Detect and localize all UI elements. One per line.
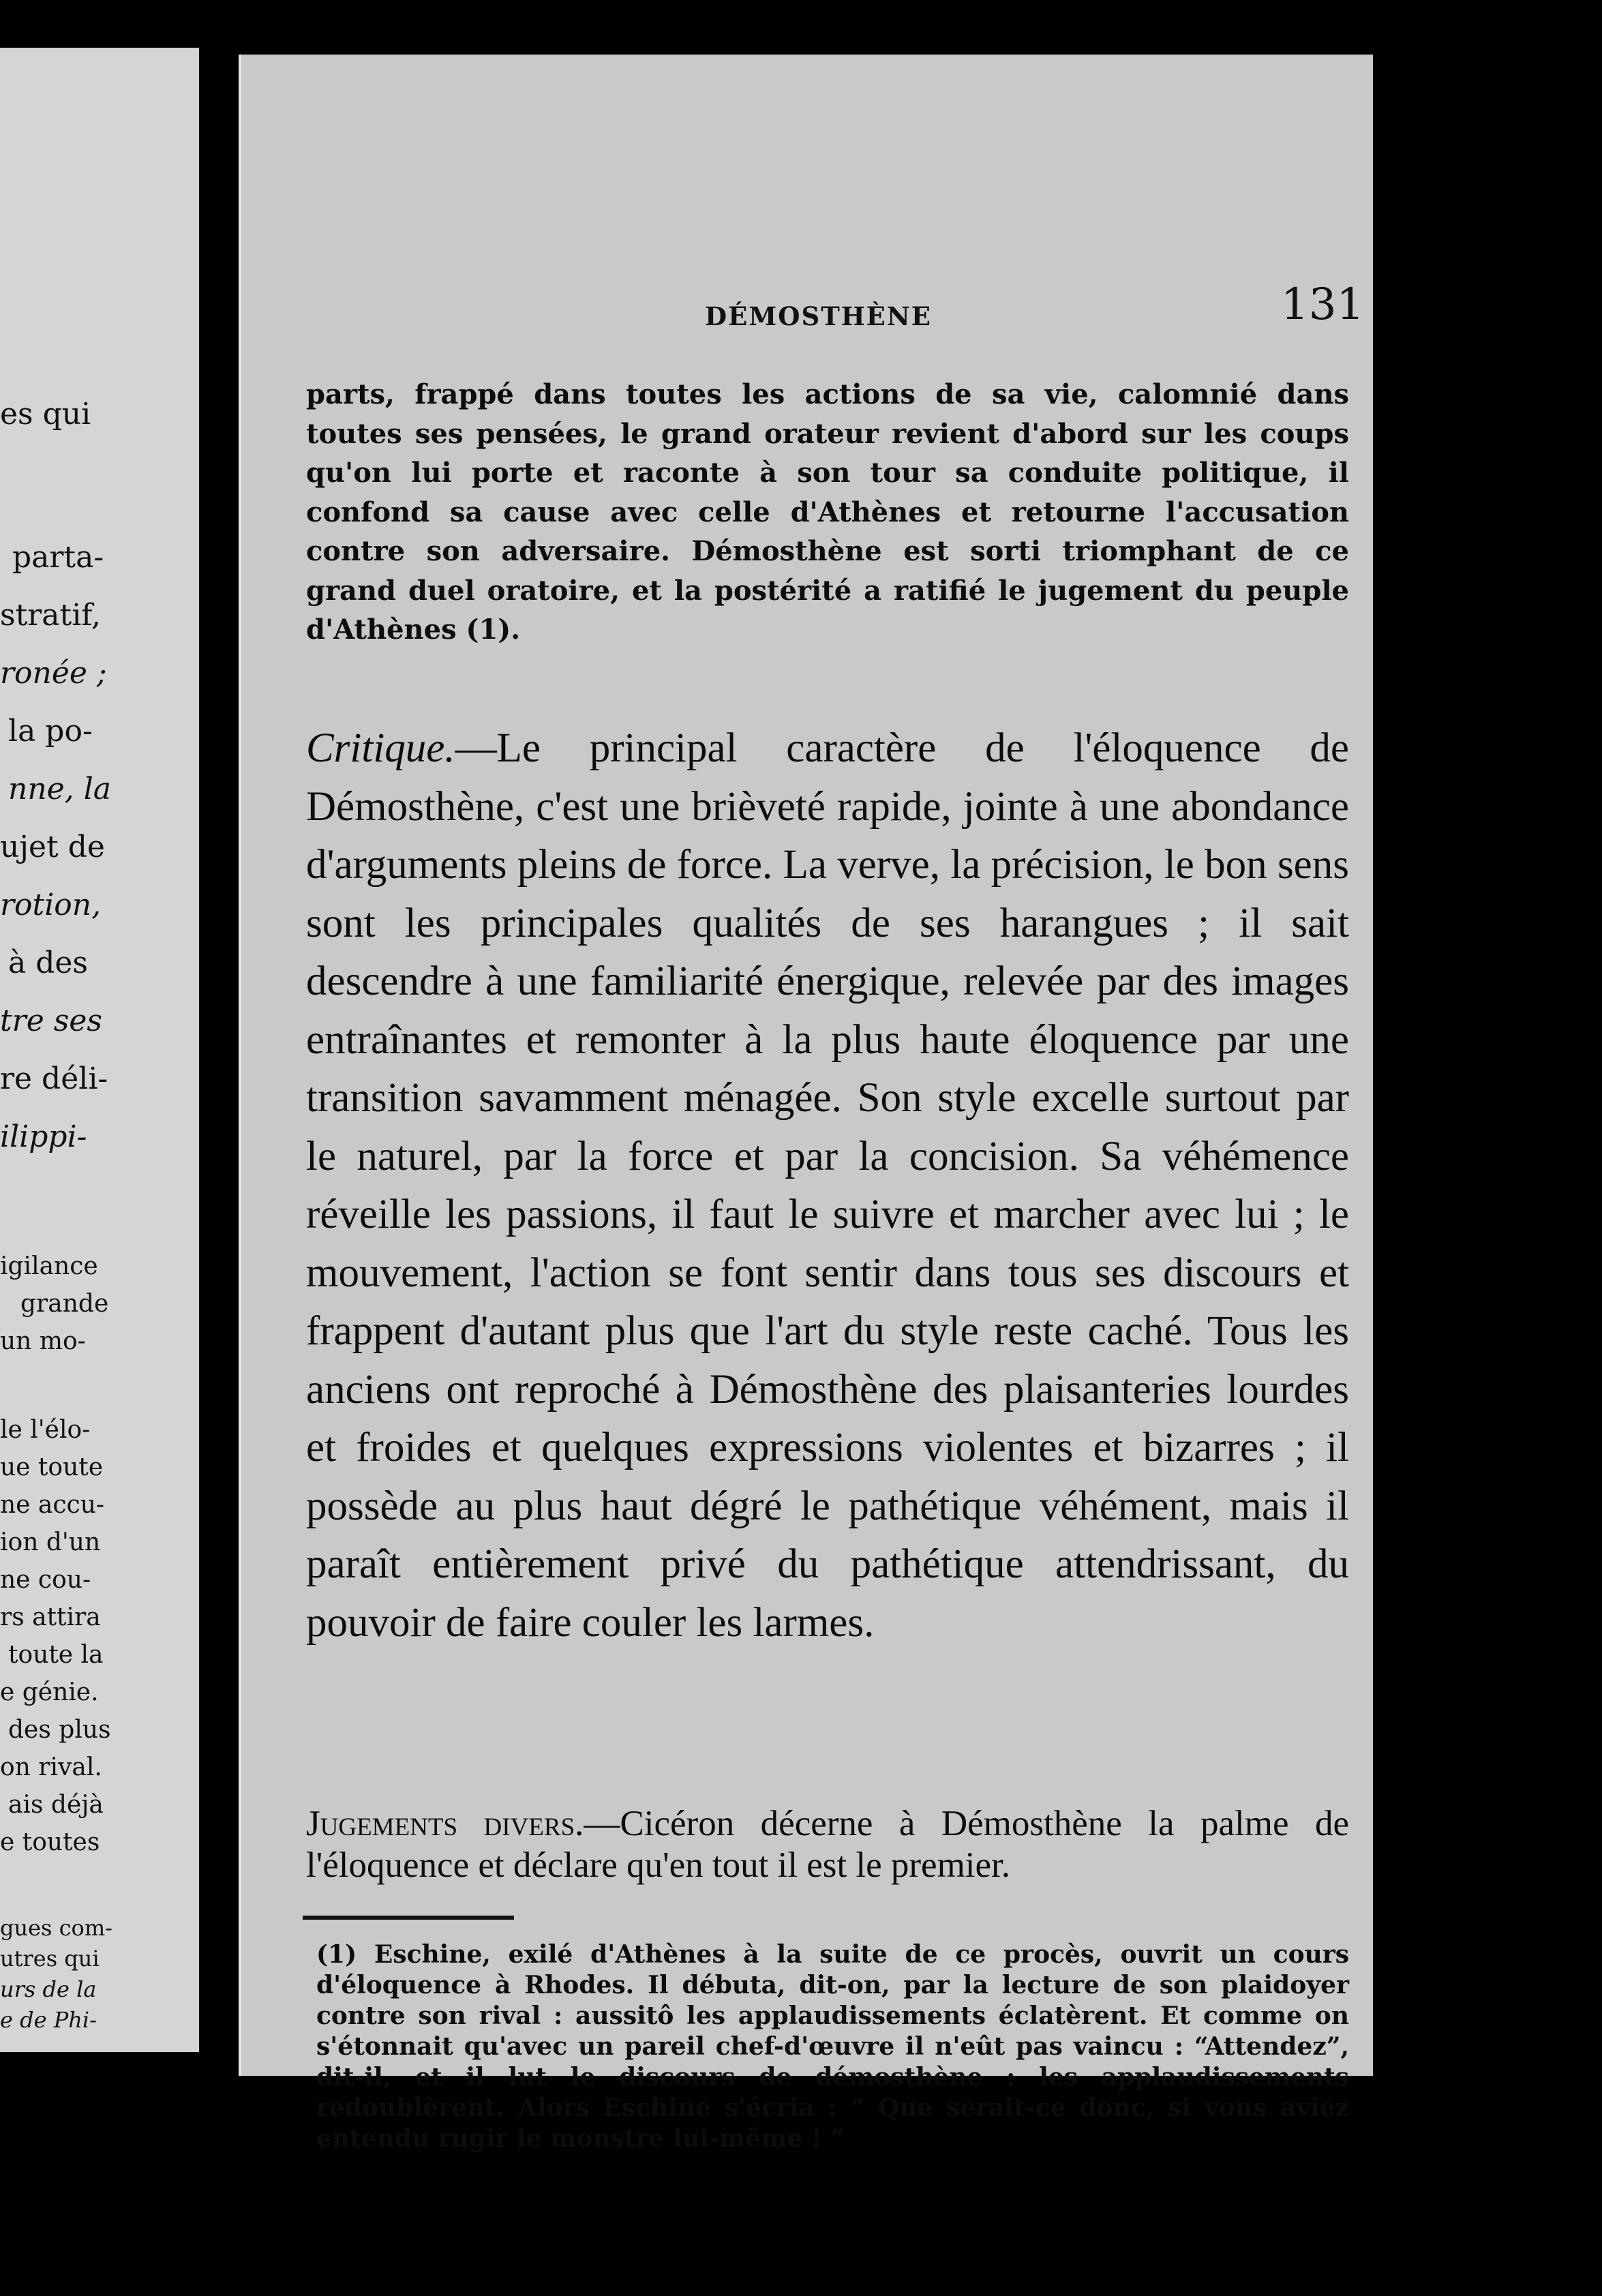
left-line: à des xyxy=(8,946,89,980)
paragraph-lead: Critique. xyxy=(306,725,455,771)
left-line: rotion, xyxy=(0,888,102,922)
left-line: ion d'un xyxy=(0,1528,101,1556)
page-number: 131 xyxy=(1281,280,1365,330)
footnote: (1) Eschine, exilé d'Athènes à la suite de ce procès, ouvrit un cours d'éloquence à Rhodes. Il débuta, dit-on, par la lecture de son plaidoyer contre son rival : aussitô les applaudissements éclatèrent. Et comme on s'étonnait qu'avec un pareil chef-d'œuvre il n'eût pas vaincu : “Attendez”, dit-il, et il lut le discours de démosthène : les applaudissements redoublèrent. Alors Eschine s'écria : “ Que serait-ce donc, si vous aviez entendu rugir le monstre lui-même ! ” xyxy=(316,1940,1349,2153)
left-line: le l'élo- xyxy=(0,1416,91,1444)
left-line: rs attira xyxy=(0,1603,101,1631)
left-line: ne cou- xyxy=(0,1566,91,1594)
left-line: urs de la xyxy=(0,1976,97,2002)
left-line: stratif, xyxy=(0,598,101,633)
left-line: toute la xyxy=(8,1641,104,1669)
left-line: nne, la xyxy=(8,772,111,806)
paragraph-body: —Cicéron décerne à Démosthène la palme de l'éloquence et déclare qu'en tout il est le premier. xyxy=(306,1804,1349,1885)
left-line: parta- xyxy=(12,540,104,575)
left-line: la po- xyxy=(8,714,93,749)
paragraph-body: —Le principal caractère de l'éloquence de Démosthène, c'est une brièveté rapide, jointe à une abondance d'arguments pleins de force. La verve, la précision, le bon sens sont les principales qualités de ses harangues ; il sait descendre à une familiarité énergique, relevée par des images entraînantes et remonter à la plus haute éloquence par une transition savamment ménagée. Son style excelle surtout par le naturel, par la force et par la concision. Sa véhémence réveille les passions, il faut le suivre et marcher avec lui ; le mouvement, l'action se font sentir dans tous ses discours et frappent d'autant plus que l'art du style reste caché. Tous les anciens ont reproché à Démosthène des plaisanteries lourdes et froides et quelques expressions violentes et bizarres ; il possède au plus haut dégré le pathétique véhément, mais il paraît entièrement privé du pathétique attendrissant, du pouvoir de faire couler les larmes. xyxy=(306,725,1349,1646)
left-line: on rival. xyxy=(0,1753,102,1781)
left-line: igilance xyxy=(0,1252,98,1280)
footnote-rule xyxy=(303,1916,514,1920)
left-line: re déli- xyxy=(0,1061,108,1096)
left-line: ue toute xyxy=(0,1453,104,1481)
left-line: ronée ; xyxy=(0,656,107,691)
left-line: gues com- xyxy=(0,1915,112,1941)
left-line: e toutes xyxy=(0,1828,100,1856)
left-line: e génie. xyxy=(0,1678,99,1706)
running-title: DÉMOSTHÈNE xyxy=(705,301,932,331)
left-line: ilippi- xyxy=(0,1119,87,1154)
book-page xyxy=(239,55,1373,2153)
left-line: grande xyxy=(20,1290,109,1318)
left-line: e de Phi- xyxy=(0,2007,97,2033)
paragraph-jugements xyxy=(306,1803,1349,1886)
left-line: tre ses xyxy=(0,1003,102,1038)
page-header xyxy=(241,280,1373,348)
left-line: ais déjà xyxy=(8,1791,104,1819)
left-line: un mo- xyxy=(0,1327,86,1355)
paragraph-continued: parts, frappé dans toutes les actions de sa vie, calomnié dans toutes ses pensées, le grand orateur revient d'abord sur les coups qu'on lui porte et raconte à son tour sa conduite politique, il confond sa cause avec celle d'Athènes et retourne l'accusation contre son adversaire. Démosthène est sorti triomphant de ce grand duel oratoire, et la postérité a ratifié le jugement du peuple d'Athènes (1). xyxy=(306,378,1349,646)
left-line: ujet de xyxy=(0,830,105,864)
paragraph-critique xyxy=(306,719,1349,1652)
left-page-edge xyxy=(0,48,199,2052)
left-line: ne accu- xyxy=(0,1491,105,1519)
paragraph-lead: Jugements divers. xyxy=(306,1804,584,1843)
left-line: des plus xyxy=(8,1716,111,1744)
left-line: es qui xyxy=(0,397,91,432)
left-line: utres qui xyxy=(0,1946,100,1972)
